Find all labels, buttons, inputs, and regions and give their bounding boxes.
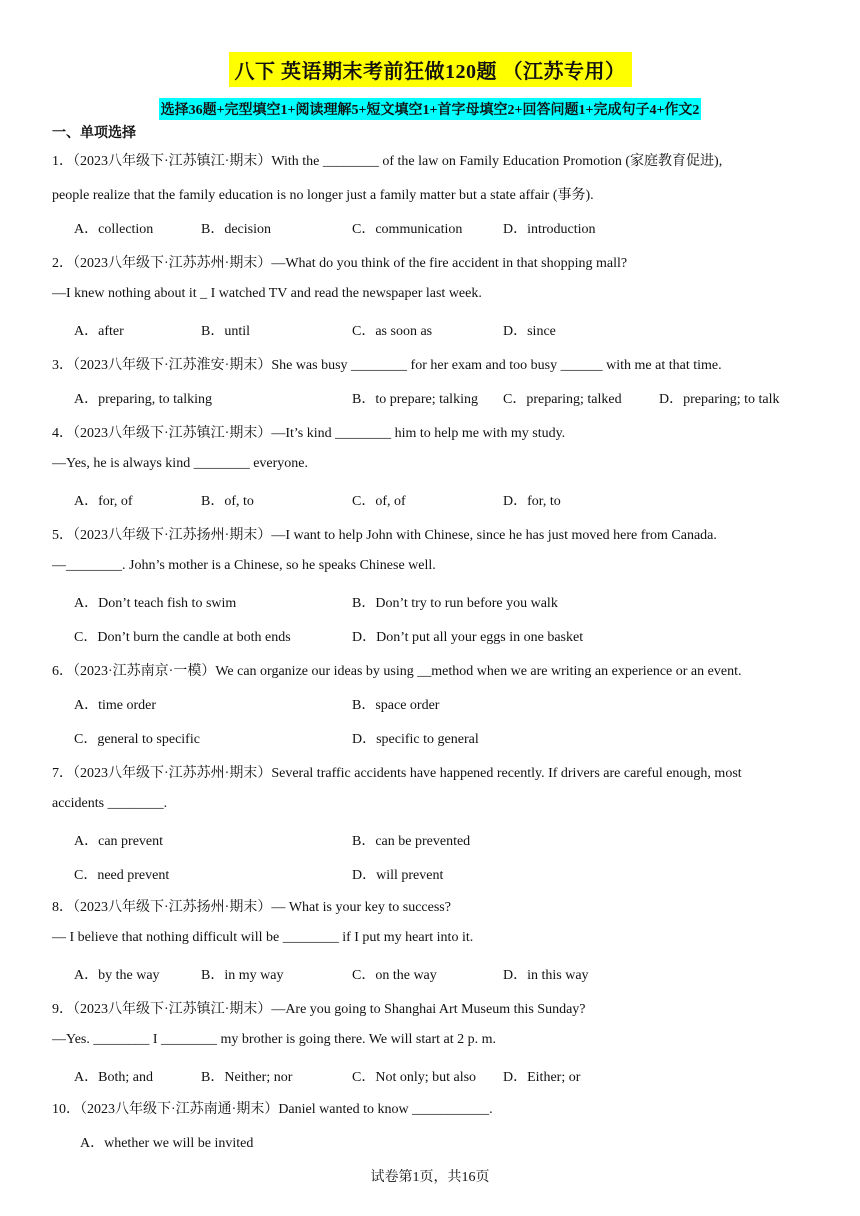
q7-option-b: B．can be prevented xyxy=(352,834,471,849)
q4-option-c: C．of, of xyxy=(352,494,406,509)
question-3-stem: 3．（2023八年级下·江苏淮安·期末）She was busy ________ for her exam and too busy ______ with me at that time. xyxy=(52,358,722,373)
question-10-stem: 10．（2023八年级下·江苏南通·期末）Daniel wanted to know ___________. xyxy=(52,1102,493,1117)
question-8-stem: 8．（2023八年级下·江苏扬州·期末）— What is your key to success? xyxy=(52,900,451,915)
q3-option-b: B．to prepare; talking xyxy=(352,392,478,407)
q6-option-d: D．specific to general xyxy=(352,732,479,747)
subtitle-area xyxy=(0,98,860,120)
question-1-stem: 1．（2023八年级下·江苏镇江·期末）With the ________ of the law on Family Education Promotion (家庭教育促进), xyxy=(52,154,723,169)
page-title: 八下 英语期末考前狂做120题 （江苏专用） xyxy=(229,52,632,87)
q8-option-b: B．in my way xyxy=(201,968,284,983)
q6-option-b: B．space order xyxy=(352,698,440,713)
q4-option-d: D．for, to xyxy=(503,494,561,509)
q9-option-b: B．Neither; nor xyxy=(201,1070,293,1085)
question-5-stem-cont: —________. John’s mother is a Chinese, so he speaks Chinese well. xyxy=(52,558,436,573)
q5-option-d: D．Don’t put all your eggs in one basket xyxy=(352,630,584,645)
section-title: 一、单项选择 xyxy=(52,125,136,141)
q1-option-b: B．decision xyxy=(201,222,271,237)
q5-option-c: C．Don’t burn the candle at both ends xyxy=(74,630,291,645)
q6-option-a: A．time order xyxy=(74,698,157,713)
question-2-stem-cont: —I knew nothing about it _ I watched TV and read the newspaper last week. xyxy=(52,286,482,301)
q3-option-c: C．preparing; talked xyxy=(503,392,622,407)
question-7-stem: 7．（2023八年级下·江苏苏州·期末）Several traffic accidents have happened recently. If drivers are careful enough, most xyxy=(52,766,742,781)
q8-option-a: A．by the way xyxy=(74,968,160,983)
question-5-stem: 5．（2023八年级下·江苏扬州·期末）—I want to help John with Chinese, since he has just moved here from Canada. xyxy=(52,528,717,543)
q3-option-d: D．preparing; to talk xyxy=(659,392,780,407)
q2-option-a: A．after xyxy=(74,324,124,339)
q6-option-c: C．general to specific xyxy=(74,732,200,747)
q5-option-a: A．Don’t teach fish to swim xyxy=(74,596,237,611)
q9-option-a: A．Both; and xyxy=(74,1070,153,1085)
q1-option-a: A．collection xyxy=(74,222,154,237)
q8-option-c: C．on the way xyxy=(352,968,437,983)
q5-option-b: B．Don’t try to run before you walk xyxy=(352,596,558,611)
title-area xyxy=(0,52,860,87)
q3-option-a: A．preparing, to talking xyxy=(74,392,213,407)
q7-option-c: C．need prevent xyxy=(74,868,170,883)
q9-option-d: D．Either; or xyxy=(503,1070,581,1085)
q7-option-d: D．will prevent xyxy=(352,868,444,883)
page-subtitle: 选择36题+完型填空1+阅读理解5+短文填空1+首字母填空2+回答问题1+完成句子4+作文2 xyxy=(159,98,702,120)
question-8-stem-cont: — I believe that nothing difficult will be ________ if I put my heart into it. xyxy=(52,930,474,945)
q1-option-d: D．introduction xyxy=(503,222,596,237)
question-4-stem: 4．（2023八年级下·江苏镇江·期末）—It’s kind ________ him to help me with my study. xyxy=(52,426,566,441)
question-4-stem-cont: —Yes, he is always kind ________ everyone. xyxy=(52,456,308,471)
q10-option-a: A．whether we will be invited xyxy=(80,1136,254,1151)
q9-option-c: C．Not only; but also xyxy=(352,1070,477,1085)
q2-option-d: D．since xyxy=(503,324,556,339)
q1-option-c: C．communication xyxy=(352,222,463,237)
q7-option-a: A．can prevent xyxy=(74,834,164,849)
q2-option-c: C．as soon as xyxy=(352,324,433,339)
question-1-stem-cont: people realize that the family education is no longer just a family matter but a state affair (事务). xyxy=(52,188,594,203)
q4-option-a: A．for, of xyxy=(74,494,133,509)
question-7-stem-cont: accidents ________. xyxy=(52,796,168,811)
q8-option-d: D．in this way xyxy=(503,968,589,983)
page-footer: 试卷第1页，共16页 xyxy=(370,1170,490,1185)
question-9-stem-cont: —Yes. ________ I ________ my brother is going there. We will start at 2 p. m. xyxy=(52,1032,496,1047)
question-2-stem: 2．（2023八年级下·江苏苏州·期末）—What do you think of the fire accident in that shopping mall? xyxy=(52,256,628,271)
question-6-stem: 6．（2023·江苏南京·一模）We can organize our ideas by using __method when we are writing an experience or an event. xyxy=(52,664,742,679)
q4-option-b: B．of, to xyxy=(201,494,254,509)
q2-option-b: B．until xyxy=(201,324,251,339)
question-9-stem: 9．（2023八年级下·江苏镇江·期末）—Are you going to Shanghai Art Museum this Sunday? xyxy=(52,1002,586,1017)
